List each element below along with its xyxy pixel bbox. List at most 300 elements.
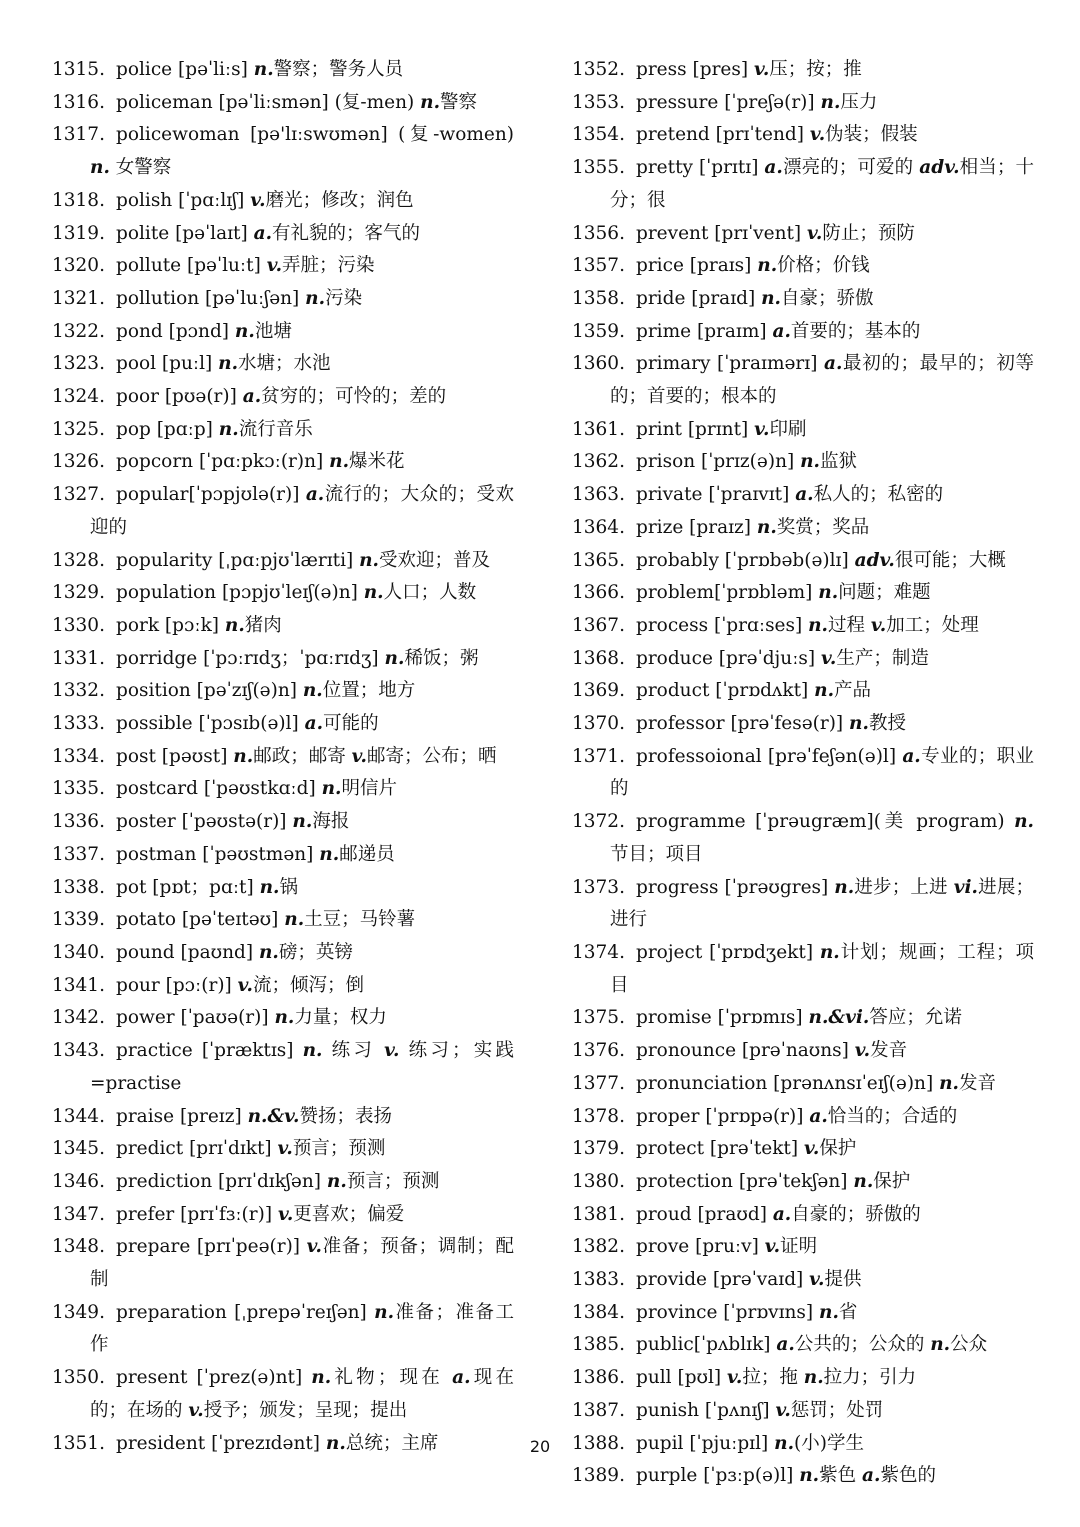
entry-text: pride [praɪd] [636, 287, 762, 309]
entry-number: 1384. [572, 1301, 625, 1323]
entry-text: 锅 [279, 876, 299, 898]
part-of-speech: n. [799, 1465, 820, 1487]
entry-number: 1365. [572, 549, 625, 571]
entry-text: post [pəʊst] [116, 745, 234, 767]
vocab-entry [572, 250, 1034, 283]
part-of-speech: v. [351, 745, 367, 767]
entry-number: 1315. [52, 59, 105, 80]
entry-text: 水塘；水池 [238, 353, 331, 375]
entry-text: 加工；处理 [886, 614, 979, 636]
vocab-entry [572, 872, 1034, 937]
entry-text: practice [ˈpræktɪs] [116, 1040, 303, 1062]
entry-number: 1361. [572, 418, 625, 440]
vocab-entry [572, 1199, 1034, 1232]
entry-text: promise [ˈprɒmɪs] [636, 1007, 809, 1029]
entry-text: 印刷 [769, 418, 807, 440]
entry-number: 1356. [572, 222, 625, 244]
entry-text: 首要的；基本的 [790, 320, 921, 342]
part-of-speech: adv. [919, 157, 960, 179]
entry-number: 1316. [52, 91, 105, 113]
entry-number: 1378. [572, 1105, 625, 1127]
part-of-speech: n. [849, 713, 869, 735]
entry-text: 紫色 [819, 1465, 863, 1487]
part-of-speech: adv. [854, 549, 895, 571]
entry-text: 预言；预测 [346, 1170, 440, 1192]
entry-text: protection [prəˈtekʃən] [636, 1170, 854, 1192]
part-of-speech: n. [284, 909, 305, 931]
entry-text: 女警察 [109, 157, 172, 179]
vocab-entry [52, 218, 514, 251]
part-of-speech: v. [809, 124, 826, 146]
vocab-entry [572, 741, 1034, 806]
entry-number: 1354. [572, 124, 625, 146]
entry-number: 1377. [572, 1072, 625, 1094]
part-of-speech: n. [756, 516, 777, 538]
entry-number: 1389. [572, 1465, 625, 1487]
entry-text: pour [pɔː(r)] [116, 974, 238, 996]
entry-text: 邮政；邮寄 [253, 745, 352, 767]
entry-text: 节目；项目 [610, 843, 703, 865]
entry-text: popcorn [ˈpɑːpkɔː(r)n] [116, 451, 330, 473]
entry-text: president [ˈprezɪdənt] [116, 1432, 326, 1454]
entry-text: 磅；英镑 [278, 941, 353, 963]
vocab-entry [52, 937, 514, 970]
entry-number: 1358. [572, 287, 625, 309]
vocab-entry [52, 970, 514, 1003]
vocab-entry [52, 839, 514, 872]
part-of-speech: v. [821, 647, 837, 669]
entry-text: 贫穷的；可怜的；差的 [261, 386, 447, 408]
entry-text: product [ˈprɒdʌkt] [636, 680, 815, 702]
vocab-entry [572, 87, 1034, 120]
entry-text: 警察 [440, 91, 478, 113]
vocab-entry [572, 545, 1034, 578]
part-of-speech: n. [803, 1367, 824, 1389]
part-of-speech: n. [808, 614, 829, 636]
entry-text: pretend [prɪˈtend] [636, 124, 810, 146]
entry-text: 邮递员 [339, 843, 395, 865]
entry-text: 力量；权力 [294, 1007, 387, 1029]
entry-text: policewoman [pə'lɪːswʊmən] (复-women) [116, 124, 514, 146]
vocab-entry [52, 872, 514, 905]
vocab-entry [572, 1068, 1034, 1101]
entry-text: progress [ˈprəʊgres] [636, 876, 835, 898]
vocab-entry [572, 1264, 1034, 1297]
part-of-speech: n. [374, 1301, 395, 1323]
entry-text: pupil [ˈpjuːpɪl] [636, 1432, 775, 1454]
entry-text: prove [pruːv] [636, 1236, 765, 1258]
part-of-speech: v. [250, 189, 266, 211]
entry-text: 进步；上进 [854, 876, 954, 898]
entry-number: 1376. [572, 1040, 625, 1062]
part-of-speech: v. [277, 1203, 294, 1225]
entry-number: 1324. [52, 386, 105, 408]
entry-text: 海报 [312, 811, 350, 833]
entry-text: 监狱 [820, 451, 858, 473]
entry-text: pot [pɒt；pɑːt] [116, 876, 260, 898]
entry-number: 1380. [572, 1170, 625, 1192]
entry-number: 1344. [52, 1105, 105, 1127]
entry-number: 1325. [52, 418, 105, 440]
entry-number: 1338. [52, 876, 105, 898]
entry-number: 1379. [572, 1138, 625, 1160]
part-of-speech: n. [329, 451, 350, 473]
part-of-speech: n. [359, 549, 379, 571]
entry-text: 总统；主席 [345, 1432, 439, 1454]
entry-text: proper [ˈprɒpə(r)] [636, 1105, 810, 1127]
page-number: 20 [529, 1437, 551, 1456]
vocab-entry [572, 1460, 1034, 1493]
entry-text: 授予；颁发；呈现；提出 [203, 1399, 408, 1421]
entry-text: 私人的；私密的 [813, 484, 944, 506]
entry-text: 最初的；最早的；初等的；首要的；根本的 [610, 353, 1034, 408]
vocab-entry [52, 1035, 514, 1100]
entry-text: popular[ˈpɔpjʊlə(r)] [116, 484, 306, 506]
vocab-entry [52, 806, 514, 839]
entry-number: 1351. [52, 1432, 105, 1454]
part-of-speech: n. [820, 91, 841, 113]
part-of-speech: a. [304, 713, 324, 735]
entry-text: 猪肉 [244, 614, 282, 636]
vocab-entry [572, 348, 1034, 413]
part-of-speech: v. [764, 1236, 781, 1258]
entry-number: 1366. [572, 582, 625, 604]
entry-text: 拉力；引力 [823, 1367, 917, 1389]
part-of-speech: v. [266, 255, 283, 277]
part-of-speech: n. [363, 582, 384, 604]
part-of-speech: a. [823, 353, 843, 375]
part-of-speech: a. [862, 1465, 881, 1487]
part-of-speech: n. [384, 647, 405, 669]
entry-number: 1367. [572, 614, 625, 636]
entry-text: praise [preɪz] [116, 1105, 248, 1127]
entry-text: pound [paʊnd] [116, 941, 259, 963]
entry-text: 受欢迎；普及 [379, 549, 491, 571]
entry-text: pull [pʊl] [636, 1367, 728, 1389]
entry-number: 1321. [52, 287, 105, 309]
part-of-speech: n. [305, 287, 326, 309]
vocab-entry [52, 675, 514, 708]
entry-text: 省 [838, 1301, 858, 1323]
part-of-speech: n. [853, 1170, 874, 1192]
entry-text: prefer [prɪˈfɜː(r)] [116, 1203, 278, 1225]
entry-text: project [ˈprɒdʒekt] [636, 941, 820, 963]
vocab-entry [52, 283, 514, 316]
entry-text: popularity [ˌpɑːpjʊˈlærɪti] [116, 549, 360, 571]
entry-text: public[ˈpʌblɪk] [636, 1334, 777, 1356]
entry-text: 位置；地方 [322, 680, 416, 702]
entry-text: 答应；允诺 [869, 1007, 962, 1029]
entry-text: 问题；难题 [838, 582, 931, 604]
vocab-entry [52, 381, 514, 414]
entry-text: print [prɪnt] [636, 418, 755, 440]
entry-number: 1339. [52, 909, 105, 931]
entry-text: position [pəˈzɪʃ(ə)n] [116, 680, 303, 702]
vocab-entry [572, 675, 1034, 708]
entry-text: prize [praɪz] [636, 516, 757, 538]
entry-text: province [ˈprɒvɪns] [636, 1301, 820, 1323]
vocab-entry [52, 348, 514, 381]
part-of-speech: n.&v. [247, 1105, 300, 1127]
entry-number: 1369. [572, 680, 625, 702]
entry-text: 礼物；现在 [331, 1367, 453, 1389]
entry-text: 现在的；在场的 [90, 1367, 514, 1421]
entry-text: pollute [pəˈluːt] [116, 255, 267, 277]
vocab-entry [572, 218, 1034, 251]
vocab-entry [52, 446, 514, 479]
entry-number: 1357. [572, 255, 625, 277]
vocab-entry [52, 250, 514, 283]
entry-number: 1330. [52, 614, 105, 636]
entry-text: provide [prəˈvaɪd] [636, 1269, 810, 1291]
entry-number: 1360. [572, 353, 625, 375]
part-of-speech: a. [809, 1105, 828, 1127]
entry-text: probably [ˈprɒbəb(ə)lɪ] [636, 549, 855, 571]
vocab-entry [52, 1133, 514, 1166]
entry-text: 恰当的；合适的 [827, 1105, 958, 1127]
part-of-speech: a. [452, 1367, 471, 1389]
entry-number: 1320. [52, 255, 105, 277]
entry-text: 土豆；马铃薯 [304, 909, 416, 931]
entry-text: 人口；人数 [383, 582, 477, 604]
entry-text: 相当；十分；很 [610, 157, 1034, 211]
entry-number: 1336. [52, 811, 105, 833]
part-of-speech: n. [819, 941, 840, 963]
entry-text: professoional [prəˈfeʃən(ə)l] [636, 745, 903, 767]
vocab-entry [52, 316, 514, 349]
entry-text: 过程 [828, 614, 871, 636]
entry-text: 更喜欢；偏爱 [293, 1203, 405, 1225]
entry-text: 自豪的；骄傲的 [791, 1203, 921, 1225]
part-of-speech: a. [902, 745, 921, 767]
vocab-entry [572, 1002, 1034, 1035]
part-of-speech: a. [795, 484, 814, 506]
part-of-speech: n. [233, 745, 254, 767]
part-of-speech: n.&vi. [808, 1007, 870, 1029]
part-of-speech: v. [237, 974, 253, 996]
part-of-speech: v. [754, 418, 770, 440]
part-of-speech: n. [224, 614, 245, 636]
entry-text: 预言；预测 [292, 1138, 386, 1160]
vocab-entry [52, 414, 514, 447]
vocab-entry [572, 708, 1034, 741]
entry-text: poor [pʊə(r)] [116, 386, 243, 408]
vocab-entry [572, 1329, 1034, 1362]
part-of-speech: n. [761, 287, 781, 309]
entry-number: 1335. [52, 778, 105, 800]
part-of-speech: a. [253, 222, 273, 244]
vocab-entry [52, 610, 514, 643]
vocab-entry [572, 446, 1034, 479]
part-of-speech: v. [803, 1138, 820, 1160]
vocab-entry [572, 316, 1034, 349]
entry-number: 1359. [572, 320, 625, 342]
vocab-entry [572, 512, 1034, 545]
part-of-speech: n. [814, 680, 835, 702]
part-of-speech: a. [776, 1334, 795, 1356]
entry-text: 流；倾泻；倒 [253, 974, 365, 996]
vocab-entry [572, 479, 1034, 512]
entry-number: 1353. [572, 91, 625, 113]
entry-text: private [ˈpraɪvɪt] [636, 484, 796, 506]
part-of-speech: n. [302, 1040, 323, 1062]
vocab-entry [572, 577, 1034, 610]
vocab-entry [572, 1133, 1034, 1166]
entry-text: price [praɪs] [636, 255, 758, 277]
entry-text: 提供 [824, 1269, 862, 1291]
entry-text: (小)学生 [794, 1432, 864, 1454]
entry-text: 保护 [819, 1138, 857, 1160]
part-of-speech: n. [757, 255, 778, 277]
entry-text: polish [ˈpɑːlɪʃ] [116, 189, 251, 211]
entry-text: policeman [pəˈliːsmən] (复-men) [116, 91, 421, 113]
entry-number: 1345. [52, 1138, 105, 1160]
entry-number: 1350. [52, 1367, 105, 1389]
entry-number: 1340. [52, 941, 105, 963]
part-of-speech: n. [234, 320, 255, 342]
vocab-entry [52, 773, 514, 806]
part-of-speech: v. [306, 1236, 322, 1258]
part-of-speech: n. [325, 1432, 346, 1454]
entry-number: 1347. [52, 1203, 105, 1225]
vocab-entry [572, 152, 1034, 217]
entry-text: problem[ˈprɒbləm] [636, 582, 819, 604]
entry-number: 1348. [52, 1236, 105, 1258]
entry-number: 1364. [572, 516, 625, 538]
entry-text: 爆米花 [349, 451, 405, 473]
entry-text: 池塘 [254, 320, 292, 342]
entry-text: porridge [ˈpɔːrɪdʒ；ˈpɑːrɪdʒ] [116, 647, 385, 669]
entry-number: 1342. [52, 1007, 105, 1029]
part-of-speech: v. [384, 1040, 400, 1062]
entry-text: poster [ˈpəʊstə(r)] [116, 811, 293, 833]
part-of-speech: n. [218, 418, 239, 440]
entry-number: 1341. [52, 974, 105, 996]
entry-text: 很可能；大概 [894, 549, 1006, 571]
entry-text: present [ˈprez(ə)nt] [116, 1367, 312, 1389]
entry-number: 1373. [572, 876, 625, 898]
entry-number: 1327. [52, 484, 105, 506]
vocab-entry [52, 119, 514, 184]
right-column [572, 54, 1034, 1493]
entry-text: 准备；预备；调制；配制 [90, 1236, 514, 1291]
part-of-speech: v. [753, 59, 770, 80]
entry-number: 1362. [572, 451, 625, 473]
entry-text: 公共的；公众的 [794, 1334, 931, 1356]
entry-number: 1319. [52, 222, 105, 244]
part-of-speech: vi. [953, 876, 978, 898]
entry-number: 1326. [52, 451, 105, 473]
vocab-entry [572, 806, 1034, 871]
part-of-speech: a. [305, 484, 325, 506]
vocab-entry [572, 1297, 1034, 1330]
entry-text: 邮寄；公布；晒 [366, 745, 497, 767]
part-of-speech: v. [854, 1040, 871, 1062]
entry-text: 紫色的 [880, 1465, 936, 1487]
entry-text: 有礼貌的；客气的 [272, 222, 421, 244]
part-of-speech: a. [772, 1203, 792, 1225]
entry-text: professor [prəˈfesə(r)] [636, 713, 850, 735]
part-of-speech: a. [764, 157, 783, 179]
entry-text: 惩罚；处罚 [790, 1399, 884, 1421]
vocab-entry [52, 1166, 514, 1199]
vocab-entry [52, 54, 514, 87]
vocab-entry [52, 545, 514, 578]
entry-number: 1317. [52, 124, 105, 146]
part-of-speech: n. [253, 59, 274, 80]
entry-number: 1333. [52, 713, 105, 735]
entry-text: prediction [prɪˈdɪkʃən] [116, 1170, 327, 1192]
vocab-entry [572, 1035, 1034, 1068]
vocab-entry [572, 414, 1034, 447]
entry-number: 1355. [572, 157, 625, 179]
entry-text: 赞扬；表扬 [299, 1105, 393, 1127]
entry-number: 1386. [572, 1367, 625, 1389]
vocab-entry [52, 1002, 514, 1035]
entry-text: pronunciation [prənʌnsɪˈeɪʃ(ə)n] [636, 1072, 940, 1094]
part-of-speech: v. [870, 614, 887, 636]
entry-number: 1349. [52, 1301, 105, 1323]
entry-text: 伪装；假装 [825, 124, 918, 146]
entry-number: 1372. [572, 811, 625, 833]
vocab-entry [572, 54, 1034, 87]
vocab-entry [52, 185, 514, 218]
entry-text: polite [pəˈlaɪt] [116, 222, 254, 244]
entry-text: 明信片 [341, 778, 398, 800]
entry-text: punish [ˈpʌnɪʃ] [636, 1399, 776, 1421]
vocab-entry [572, 1231, 1034, 1264]
entry-text: 自豪；骄傲 [780, 287, 874, 309]
entry-text: produce [prəˈdjuːs] [636, 647, 822, 669]
entry-text: 发音 [870, 1040, 908, 1062]
entry-text: 专业的；职业的 [610, 745, 1034, 800]
entry-text: potato [pəˈteɪtəʊ] [116, 909, 285, 931]
part-of-speech: n. [774, 1432, 795, 1454]
entry-text: postcard [ˈpəʊstkɑːd] [116, 778, 322, 800]
entry-number: 1352. [572, 59, 625, 80]
part-of-speech: n. [319, 843, 340, 865]
entry-text: postman [ˈpəʊstmən] [116, 843, 320, 865]
entry-text: 流行音乐 [238, 418, 313, 440]
part-of-speech: n. [326, 1170, 347, 1192]
entry-text: 公众 [950, 1334, 988, 1356]
part-of-speech: n. [1014, 811, 1034, 833]
vocab-entry [52, 1199, 514, 1232]
entry-number: 1323. [52, 353, 105, 375]
left-column [52, 54, 514, 1460]
vocab-entry [52, 1297, 514, 1362]
part-of-speech: n. [90, 157, 110, 179]
vocab-entry [52, 577, 514, 610]
part-of-speech: n. [834, 876, 855, 898]
entry-text: pronounce [prəˈnaʊns] [636, 1040, 855, 1062]
vocab-entry [572, 1362, 1034, 1395]
part-of-speech: v. [775, 1399, 791, 1421]
entry-text: pork [pɔːk] [116, 614, 225, 636]
entry-number: 1329. [52, 582, 105, 604]
part-of-speech: n. [420, 91, 441, 113]
entry-text: primary [ˈpraɪmərɪ] [636, 353, 824, 375]
entry-number: 1388. [572, 1432, 625, 1454]
entry-text: predict [prɪˈdɪkt] [116, 1138, 278, 1160]
part-of-speech: n. [818, 582, 839, 604]
part-of-speech: v. [277, 1138, 293, 1160]
entry-text: 教授 [868, 713, 906, 735]
entry-text: 发音 [958, 1072, 996, 1094]
vocab-entry [52, 87, 514, 120]
vocab-entry [52, 741, 514, 774]
part-of-speech: n. [321, 778, 342, 800]
